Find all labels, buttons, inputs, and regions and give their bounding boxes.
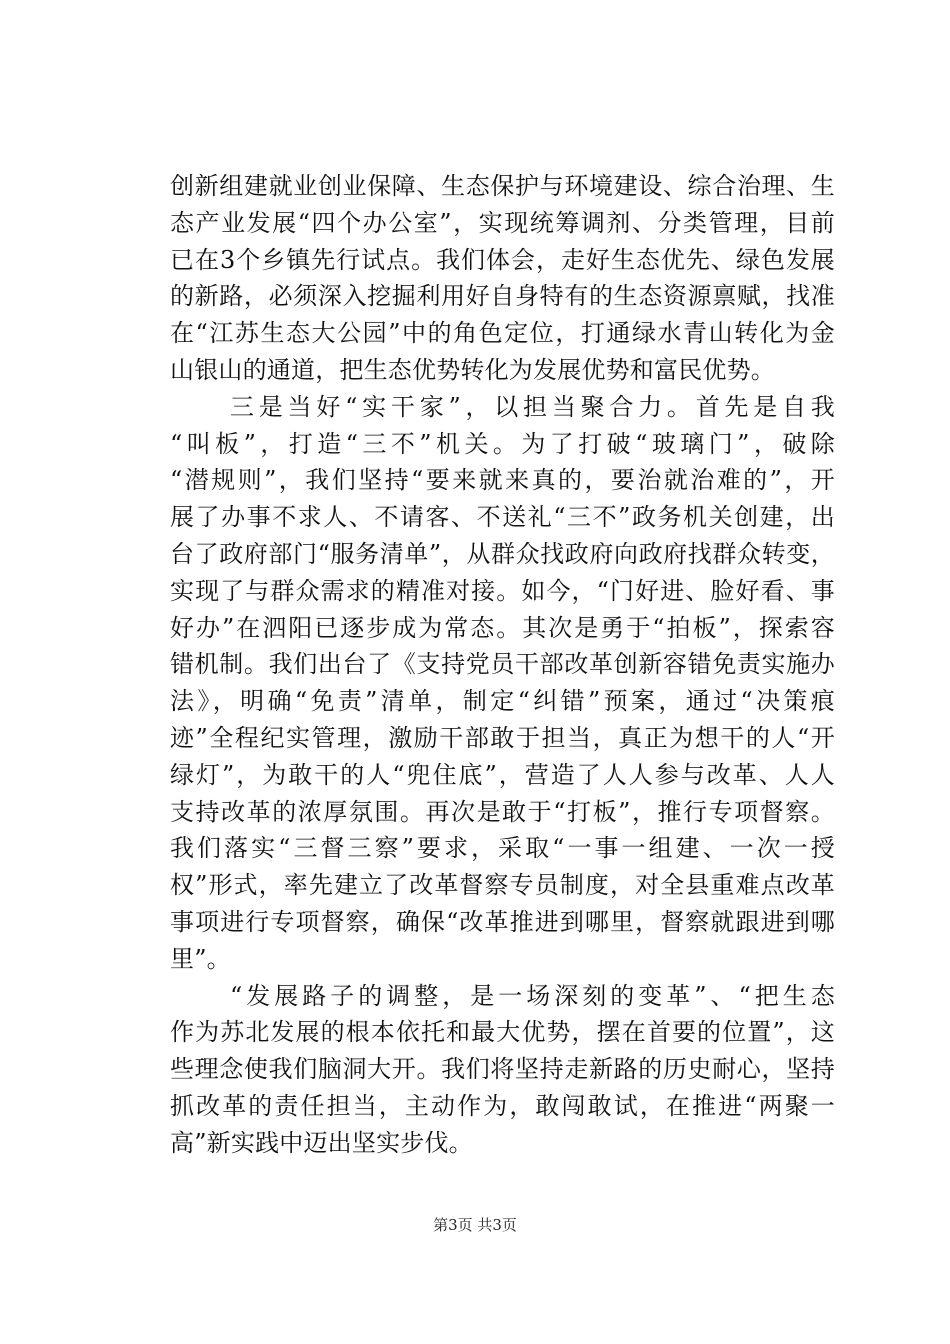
text-line: 绿灯”，为敢干的人“兜住底”，营造了人人参与改革、人人 <box>170 760 835 789</box>
text-line: 高”新实践中迈出坚实步伐。 <box>170 1128 473 1157</box>
text-line: 已在3个乡镇先行试点。我们体会，走好生态优先、绿色发展 <box>170 245 835 274</box>
text-line: “潜规则”，我们坚持“要来就来真的，要治就治难的”，开 <box>170 466 835 495</box>
paragraph-first-line: 三是当好“实干家”，以担当聚合力。首先是自我 <box>230 392 835 421</box>
body-text <box>170 168 835 1162</box>
text-line: 台了政府部门“服务清单”，从群众找政府向政府找群众转变， <box>170 539 835 568</box>
text-line: 我们落实“三督三察”要求，采取“一事一组建、一次一授 <box>170 834 835 863</box>
text-line: 错机制。我们出台了《支持党员干部改革创新容错免责实施办 <box>170 650 835 679</box>
text-line: 在“江苏生态大公园”中的角色定位，打通绿水青山转化为金 <box>170 319 835 348</box>
text-line: 好办”在泗阳已逐步成为常态。其次是勇于“拍板”，探索容 <box>170 613 835 642</box>
text-line: “叫板”，打造“三不”机关。为了打破“玻璃门”，破除 <box>170 429 835 458</box>
page-number: 第3页 共3页 <box>433 1216 517 1234</box>
text-line: 法》，明确“免责”清单，制定“纠错”预案，通过“决策痕 <box>170 687 835 716</box>
text-line: 迹”全程纪实管理，激励干部敢于担当，真正为想干的人“开 <box>170 723 835 752</box>
text-line: 权”形式，率先建立了改革督察专员制度，对全县重难点改革 <box>170 871 835 900</box>
text-line: 作为苏北发展的根本依托和最大优势，摆在首要的位置”，这 <box>170 1018 835 1047</box>
text-line: 山银山的通道，把生态优势转化为发展优势和富民优势。 <box>170 355 775 384</box>
text-line: 实现了与群众需求的精准对接。如今，“门好进、脸好看、事 <box>170 576 835 605</box>
page-footer <box>0 1214 950 1235</box>
text-line: 支持改革的浓厚氛围。再次是敢于“打板”，推行专项督察。 <box>170 797 835 826</box>
text-line: 展了办事不求人、不请客、不送礼“三不”政务机关创建，出 <box>170 503 835 532</box>
paragraph-first-line: “发展路子的调整，是一场深刻的变革”、“把生态 <box>230 981 835 1010</box>
text-line: 事项进行专项督察，确保“改革推进到哪里，督察就跟进到哪 <box>170 907 835 936</box>
text-line: 创新组建就业创业保障、生态保护与环境建设、综合治理、生 <box>170 172 835 200</box>
text-line: 里”。 <box>170 944 231 973</box>
text-line: 的新路，必须深入挖掘利用好自身特有的生态资源禀赋，找准 <box>170 282 835 311</box>
text-line: 抓改革的责任担当，主动作为，敢闯敢试，在推进“两聚一 <box>170 1091 835 1120</box>
text-line: 态产业发展“四个办公室”，实现统筹调剂、分类管理，目前 <box>170 208 835 237</box>
text-line: 些理念使我们脑洞大开。我们将坚持走新路的历史耐心，坚持 <box>170 1055 835 1084</box>
